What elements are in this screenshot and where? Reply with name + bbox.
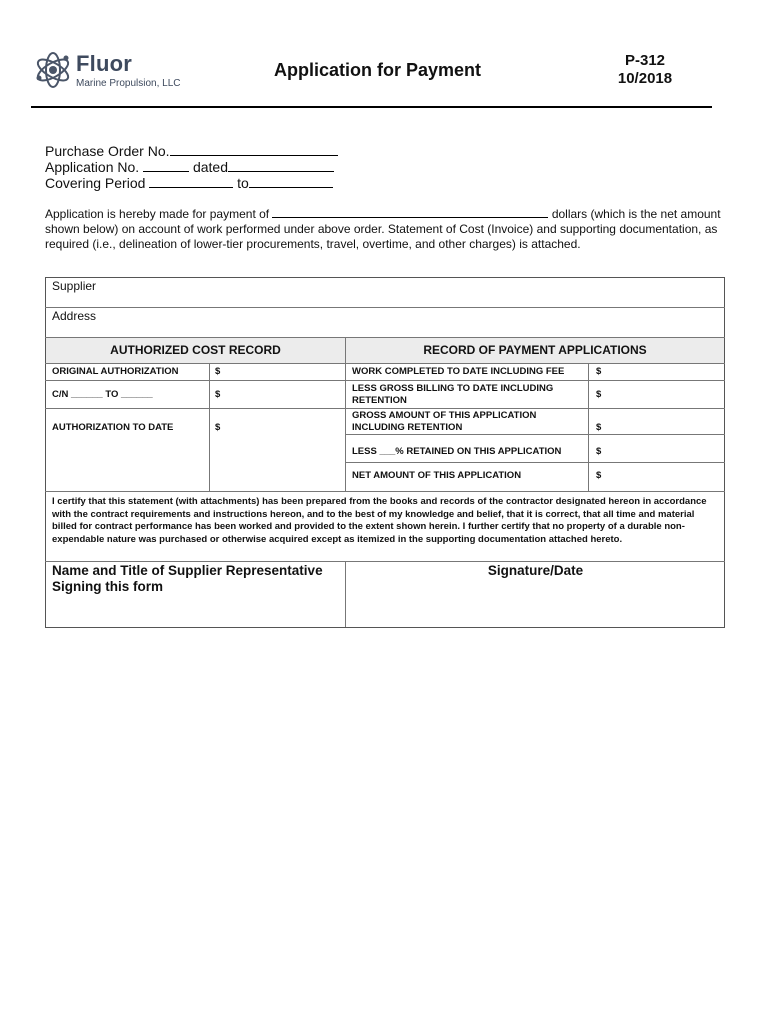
- period-end-field[interactable]: [249, 175, 333, 188]
- right-row-divider: [345, 408, 725, 409]
- records-bottom-divider: [45, 491, 725, 492]
- change-notice-label: C/N ______ TO ______: [52, 389, 153, 400]
- dated-label: dated: [192, 159, 228, 175]
- payment-applications-heading: RECORD OF PAYMENT APPLICATIONS: [346, 338, 724, 363]
- form-identifier: [600, 52, 690, 88]
- left-row-divider: [45, 408, 345, 409]
- work-completed-label: WORK COMPLETED TO DATE INCLUDING FEE: [352, 366, 565, 377]
- right-row-divider: [345, 380, 725, 381]
- authorization-to-date-label: AUTHORIZATION TO DATE: [52, 422, 174, 433]
- net-amount-amount[interactable]: $: [596, 470, 602, 481]
- right-row-divider: [345, 462, 725, 463]
- covering-period-line: [45, 175, 333, 192]
- purchase-order-field[interactable]: [170, 143, 338, 156]
- work-completed-amount[interactable]: $: [596, 366, 602, 377]
- middle-column-divider: [345, 337, 346, 491]
- retained-amount[interactable]: $: [596, 446, 602, 457]
- change-notice-amount[interactable]: $: [215, 389, 221, 400]
- header-divider: [31, 106, 712, 108]
- purchase-order-label: Purchase Order No.: [45, 143, 170, 159]
- net-amount-label: NET AMOUNT OF THIS APPLICATION: [352, 470, 522, 481]
- brand-name: Fluor: [76, 51, 132, 76]
- dated-field[interactable]: [228, 159, 334, 172]
- application-number-field[interactable]: [143, 159, 189, 172]
- application-number-label: Application No.: [45, 159, 140, 175]
- payment-amount-field[interactable]: [272, 205, 548, 218]
- authorization-to-date-amount[interactable]: $: [215, 422, 221, 433]
- certification-divider: [45, 561, 725, 562]
- application-number-line: [45, 159, 334, 176]
- gross-amount-label: GROSS AMOUNT OF THIS APPLICATION INCLUDING RETENTION: [352, 410, 537, 433]
- period-start-field[interactable]: [149, 175, 233, 188]
- heading-divider: [45, 363, 725, 364]
- right-value-divider: [588, 363, 589, 491]
- supplier-row-divider: [45, 307, 725, 308]
- form-revision-date: 10/2018: [617, 70, 673, 87]
- less-gross-billing-amount[interactable]: $: [596, 389, 602, 400]
- page-title: Application for Payment: [273, 60, 482, 80]
- signature-date-field[interactable]: Signature/Date: [487, 563, 584, 578]
- name-title-field[interactable]: Name and Title of Supplier Representative Signing this form: [52, 563, 323, 594]
- original-authorization-label: ORIGINAL AUTHORIZATION: [52, 366, 179, 377]
- covering-period-label: Covering Period: [45, 175, 146, 191]
- statement-part-1: Application is hereby made for payment of: [45, 207, 270, 221]
- left-value-divider: [209, 363, 210, 491]
- certification-statement: I certify that this statement (with attachments) has been prepared from the books and records of the contractor designated hereon in accordance with the contract requirements and instructions hereon, and to the best of my knowledge and belief, that it is correct, that all time and material billed for contract performance has been worked and provided to the extent shown herein. I further certify that no property of a durable non-expendable nature was purchased or otherwise acquired except as itemized in the supporting documentation attached hereto.: [52, 496, 707, 545]
- statement-part-2: dollars (which is the net amount shown below) on account of work performed under above order. Statement of Cost (Invoice) and supporting documentation, as required (i.e., delineation of lower-tier procurements, travel, overtime, and other charges) is attached.: [45, 207, 721, 251]
- brand-subtitle: Marine Propulsion, LLC: [76, 78, 181, 89]
- supplier-label: Supplier: [52, 279, 97, 293]
- purchase-order-line: [45, 143, 338, 160]
- to-label: to: [237, 175, 249, 191]
- application-statement: [45, 205, 725, 252]
- form-number: P-312: [624, 52, 666, 69]
- left-row-divider: [45, 380, 345, 381]
- original-authorization-amount[interactable]: $: [215, 366, 221, 377]
- retained-label: LESS ___% RETAINED ON THIS APPLICATION: [352, 446, 562, 457]
- gross-amount-amount[interactable]: $: [596, 422, 602, 433]
- authorized-cost-record-heading: AUTHORIZED COST RECORD: [46, 338, 345, 363]
- right-row-divider: [345, 434, 725, 435]
- less-gross-billing-label: LESS GROSS BILLING TO DATE INCLUDING RETENTION: [352, 383, 554, 406]
- address-label: Address: [52, 309, 97, 323]
